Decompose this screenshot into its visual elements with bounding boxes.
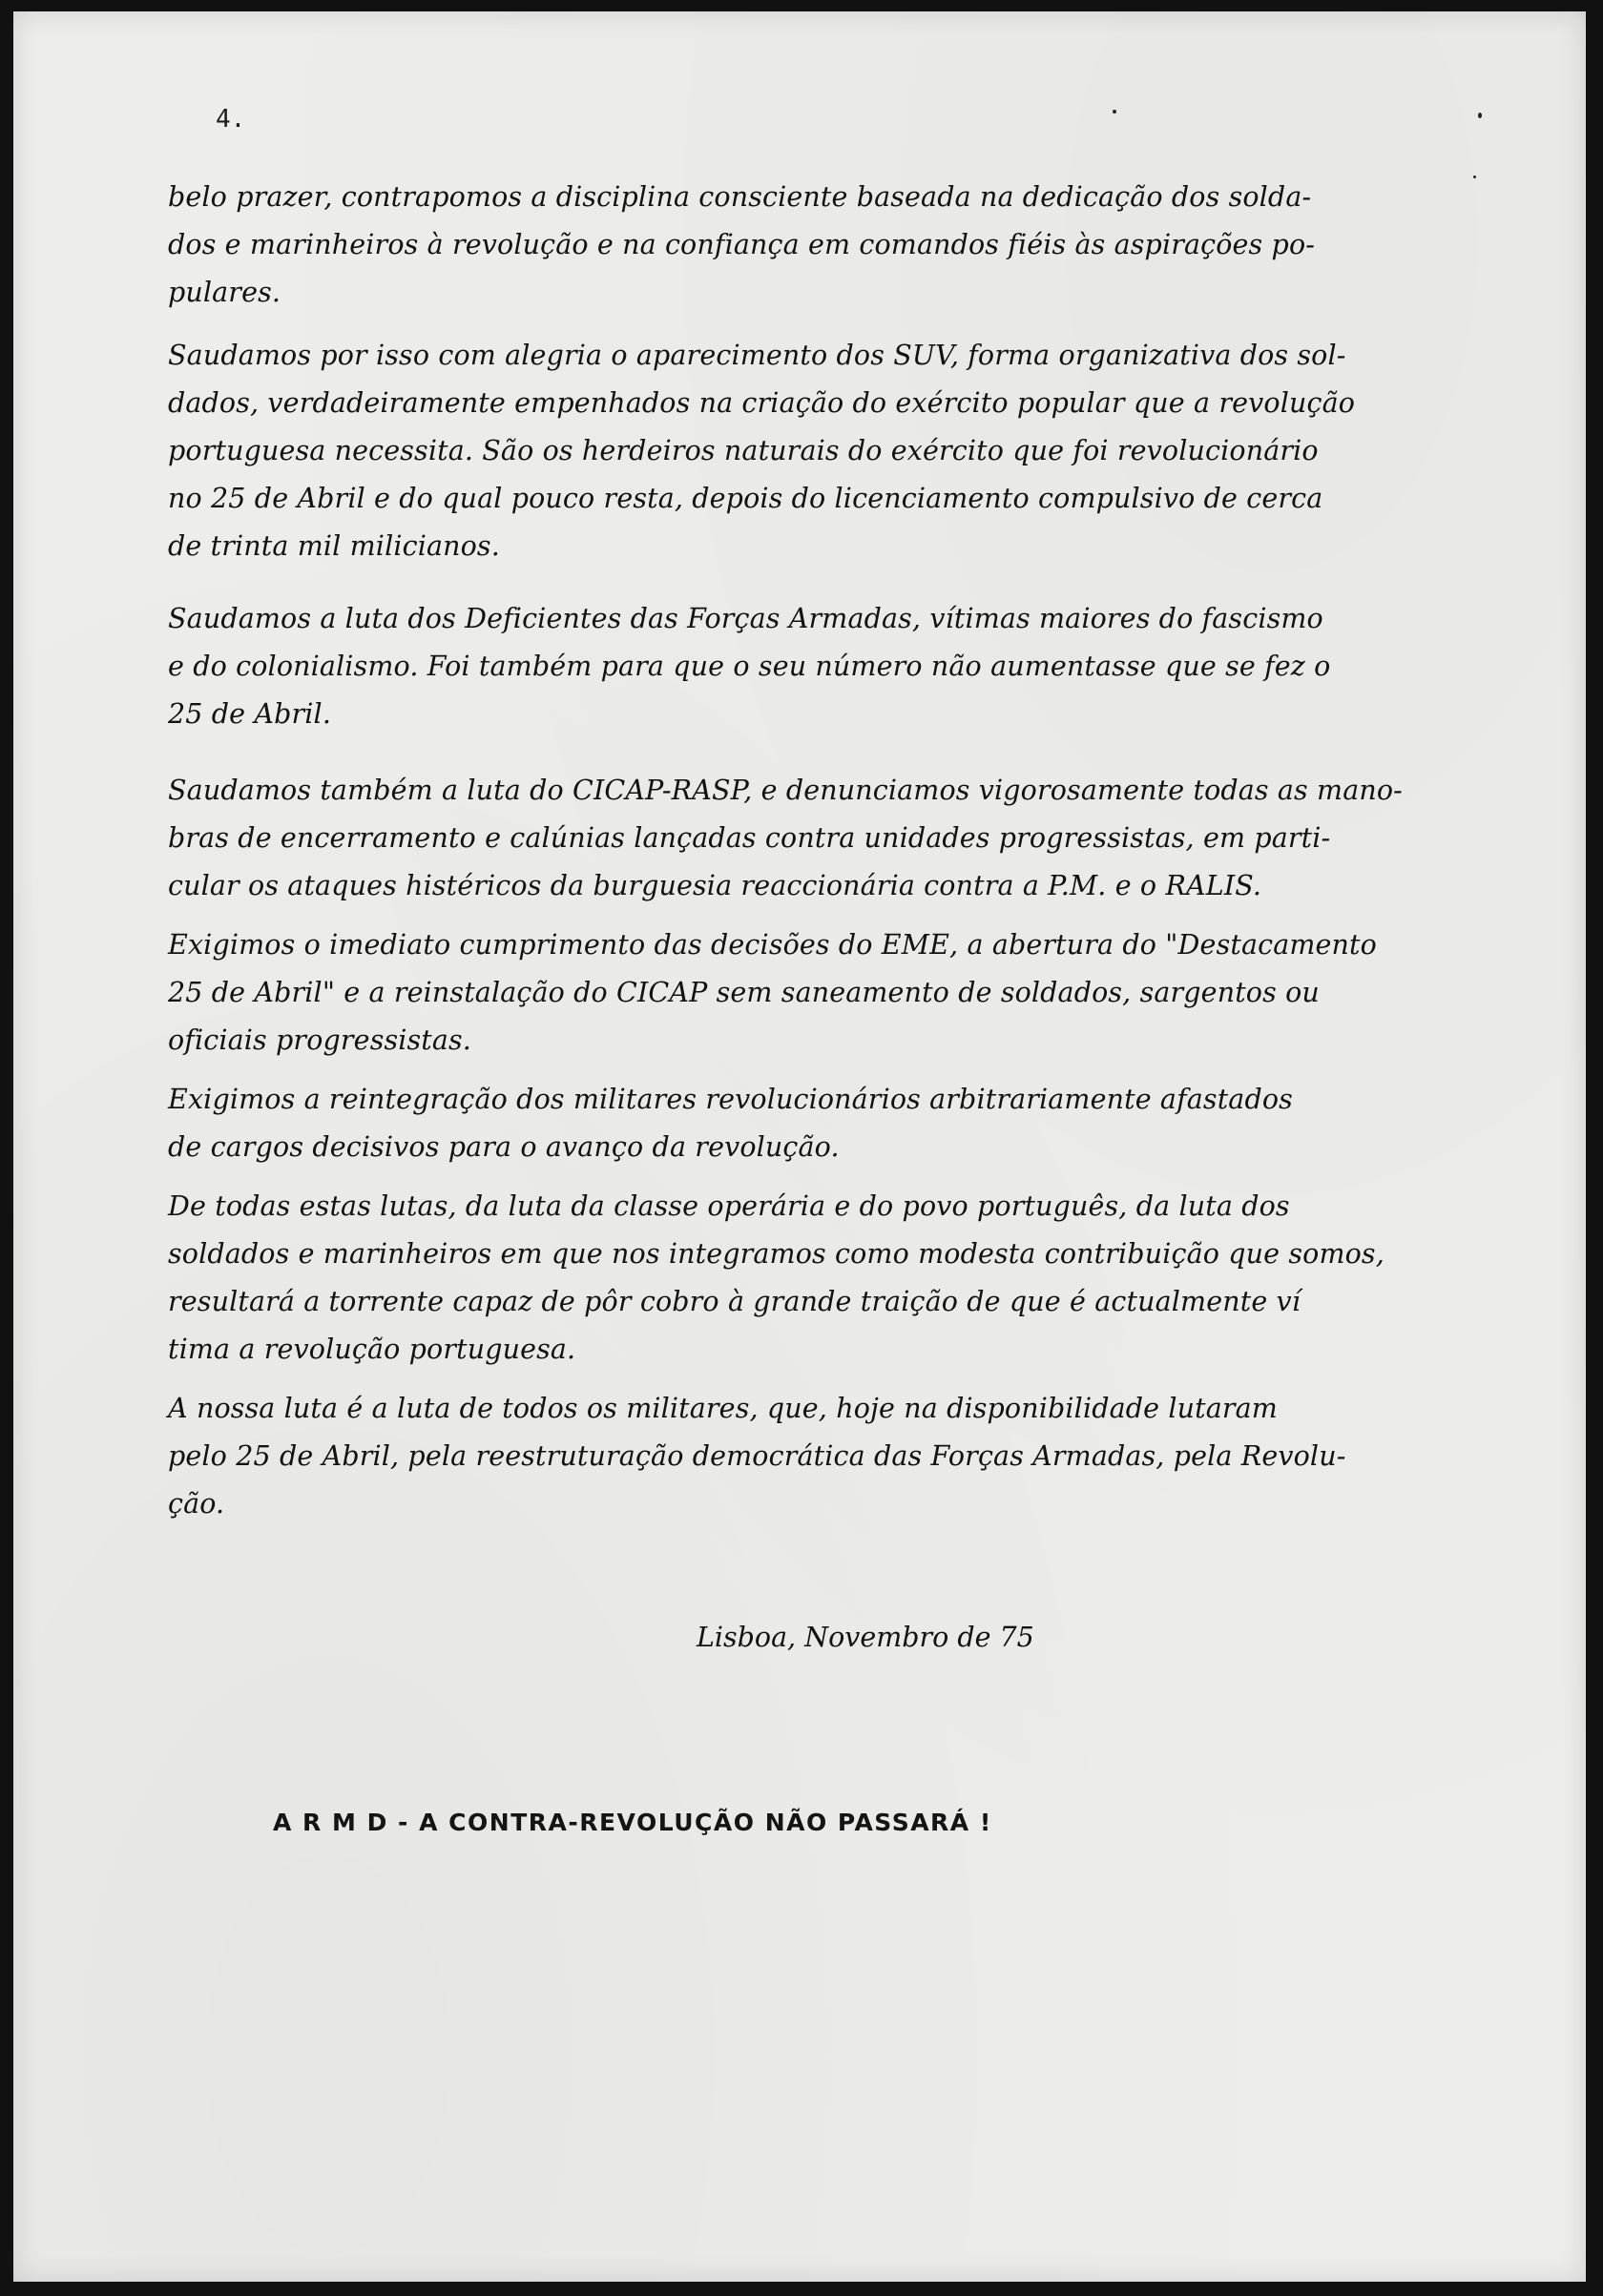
text-line: belo prazer, contrapomos a disciplina consciente baseada na dedicação dos solda-	[168, 181, 1312, 213]
text-line: oficiais progressistas.	[168, 1024, 472, 1056]
text-line: dos e marinheiros à revolução e na confiança em comandos fiéis às aspirações po-	[168, 229, 1316, 260]
paragraph-deficientes	[168, 595, 1485, 738]
paragraph-todas-lutas	[168, 1183, 1485, 1374]
text-line: e do colonialismo. Foi também para que o seu número não aumentasse que se fez o	[168, 651, 1331, 682]
text-line: Exigimos a reintegração dos militares revolucionários arbitrariamente afastados	[168, 1084, 1293, 1115]
text-line: tima a revolução portuguesa.	[168, 1334, 576, 1365]
text-line: Saudamos a luta dos Deficientes das Forças Armadas, vítimas maiores do fascismo	[168, 603, 1323, 634]
text-line: Saudamos também a luta do CICAP-RASP, e denunciamos vigorosamente todas as mano-	[168, 775, 1403, 806]
text-line: Exigimos o imediato cumprimento das decisões do EME, a abertura do "Destacamento	[168, 929, 1377, 961]
text-line: portuguesa necessita. São os herdeiros naturais do exército que foi revolucionário	[168, 435, 1319, 466]
text-line: ção.	[168, 1488, 225, 1520]
paragraph-cicap	[168, 767, 1485, 910]
text-line: De todas estas lutas, da luta da classe operária e do povo português, da luta dos	[168, 1190, 1290, 1222]
text-line: pulares.	[168, 277, 281, 308]
ink-speck	[1478, 113, 1482, 118]
text-line: 25 de Abril.	[168, 698, 332, 730]
paragraph-nossa-luta	[168, 1385, 1485, 1528]
place-date: Lisboa, Novembro de 75	[697, 1622, 1034, 1653]
page-number: 4.	[216, 105, 246, 134]
text-line: no 25 de Abril e do qual pouco resta, depois do licenciamento compulsivo de cerca	[168, 483, 1323, 514]
ink-speck	[1473, 176, 1476, 178]
text-line: pelo 25 de Abril, pela reestruturação democrática das Forças Armadas, pela Revolu-	[168, 1440, 1346, 1472]
paragraph-suv	[168, 332, 1485, 570]
text-line: bras de encerramento e calúnias lançadas contra unidades progressistas, em parti-	[168, 822, 1331, 854]
paragraph-exigimos-eme	[168, 921, 1485, 1065]
text-line: resultará a torrente capaz de pôr cobro à grande traição de que é actualmente ví	[168, 1286, 1301, 1317]
text-line: de trinta mil milicianos.	[168, 530, 500, 562]
text-line: A nossa luta é a luta de todos os militares, que, hoje na disponibilidade lutaram	[168, 1393, 1278, 1424]
text-line: 25 de Abril" e a reinstalação do CICAP sem saneamento de soldados, sargentos ou	[168, 977, 1320, 1008]
document-body	[168, 174, 1485, 1557]
text-line: dados, verdadeiramente empenhados na criação do exército popular que a revolução	[168, 387, 1356, 419]
closing-slogan: A R M D - A CONTRA-REVOLUÇÃO NÃO PASSARÁ !	[273, 1809, 992, 1836]
ink-speck	[1113, 110, 1116, 114]
text-line: Saudamos por isso com alegria o aparecimento dos SUV, forma organizativa dos sol-	[168, 340, 1346, 371]
paragraph-discipline	[168, 174, 1485, 317]
document-page	[13, 11, 1586, 2282]
text-line: de cargos decisivos para o avanço da revolução.	[168, 1131, 840, 1163]
text-line: cular os ataques histéricos da burguesia reaccionária contra a P.M. e o RALIS.	[168, 870, 1262, 901]
paragraph-exigimos-reintegracao	[168, 1076, 1485, 1171]
text-line: soldados e marinheiros em que nos integramos como modesta contribuição que somos,	[168, 1238, 1384, 1270]
